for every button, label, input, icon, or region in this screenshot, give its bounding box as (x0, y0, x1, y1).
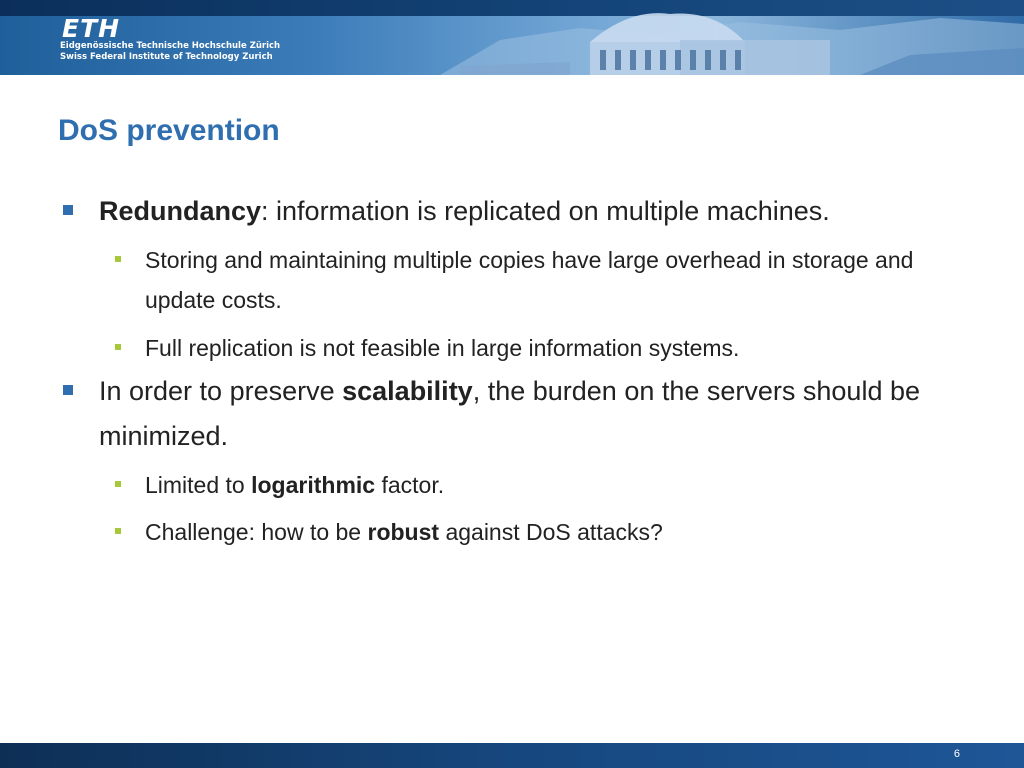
sub-bullet-square-icon (115, 481, 121, 487)
sub-bullet-text-post: against DoS attacks? (439, 519, 663, 545)
institution-name-german: Eidgenössische Technische Hochschule Zürich (60, 41, 281, 51)
sub-bullet-square-icon (115, 344, 121, 350)
sub-bullet-full-replication (145, 328, 955, 368)
bullet-scalability (99, 369, 959, 459)
sub-bullet-text: Full replication is not feasible in large information systems. (145, 335, 740, 361)
sub-bullet-bold-term: logarithmic (251, 472, 376, 498)
bullet-square-icon (63, 205, 73, 215)
institution-name-english: Swiss Federal Institute of Technology Zurich (60, 52, 273, 62)
bullet-text-pre: In order to preserve (99, 376, 343, 406)
sub-bullet-robust (145, 512, 955, 552)
eth-building-image (440, 0, 1024, 75)
header-banner (0, 0, 1024, 75)
eth-logo: ETH (62, 14, 121, 43)
sub-bullet-bold-term: robust (367, 519, 440, 545)
sub-bullet-logarithmic (145, 465, 955, 505)
bullet-bold-term: scalability (342, 376, 473, 406)
bullet-text-post: , the burden on the servers should be minimized. (99, 376, 920, 451)
sub-bullet-text-pre: Limited to (145, 472, 252, 498)
footer-bar (0, 743, 1024, 768)
bullet-text: : information is replicated on multiple machines. (261, 196, 830, 226)
bullet-redundancy (99, 189, 959, 234)
bullet-bold-term: Redundancy (99, 196, 262, 226)
sub-bullet-square-icon (115, 256, 121, 262)
sub-bullet-text: Storing and maintaining multiple copies have large overhead in storage and update costs. (145, 247, 914, 313)
sub-bullet-text-pre: Challenge: how to be (145, 519, 368, 545)
bullet-square-icon (63, 385, 73, 395)
sub-bullet-storing (145, 240, 955, 320)
sub-bullet-text-post: factor. (375, 472, 445, 498)
sub-bullet-square-icon (115, 528, 121, 534)
slide-title: DoS prevention (58, 114, 280, 147)
page-number: 6 (953, 748, 960, 760)
